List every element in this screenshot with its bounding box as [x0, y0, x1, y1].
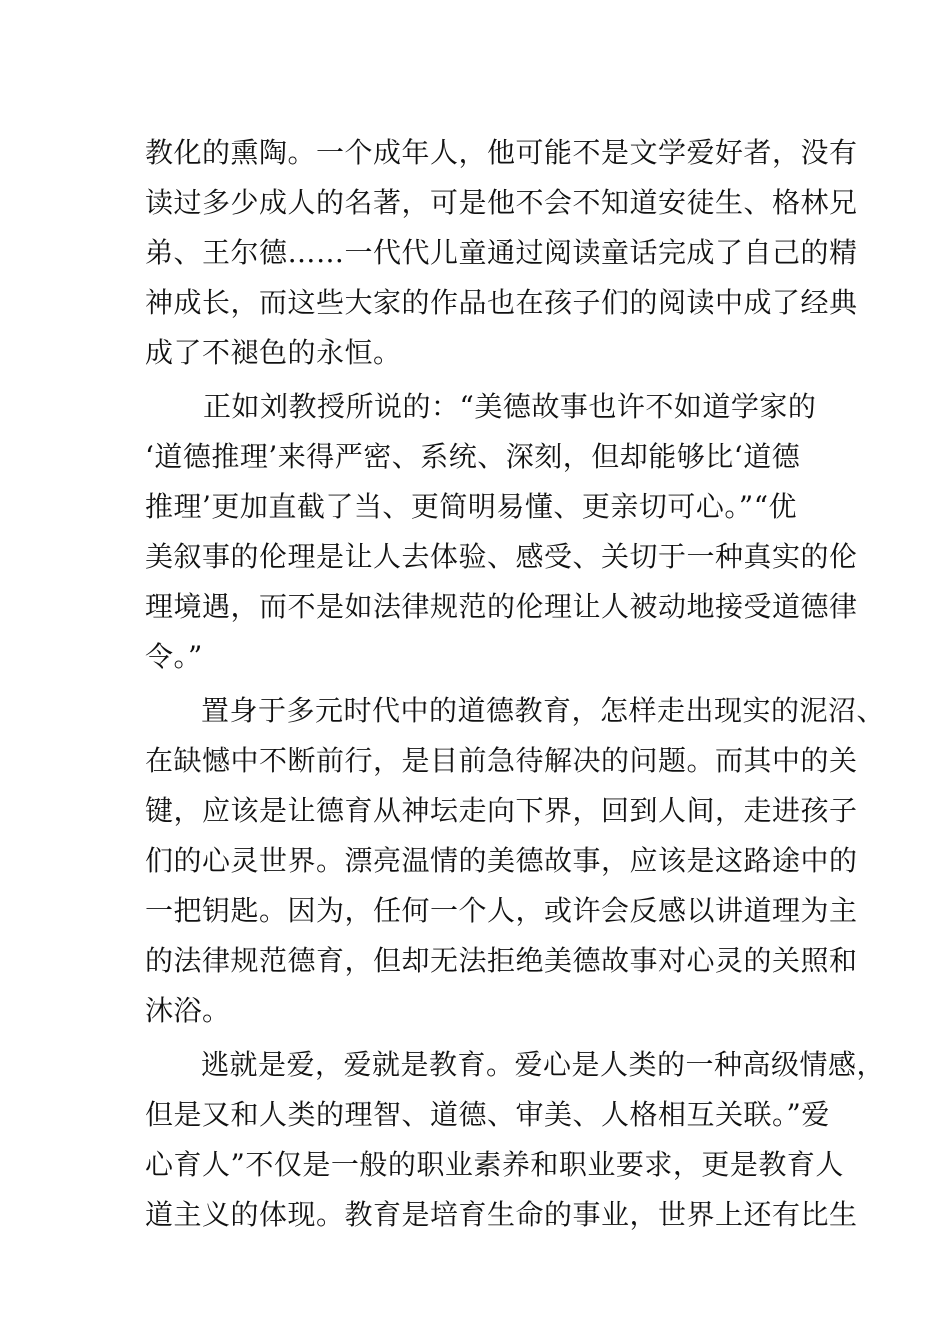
text-line: 神成长，而这些大家的作品也在孩子们的阅读中成了经典: [145, 286, 858, 319]
text-line: 沐浴。: [145, 994, 231, 1027]
text-line: 一把钥匙。因为，任何一个人，或许会反感以讲道理为主: [145, 894, 858, 927]
text-line: 推理’更加直截了当、更简明易懂、更亲切可心。”“优: [145, 490, 798, 523]
text-line: 成了不褪色的永恒。: [145, 336, 402, 369]
text-line: 的法律规范德育，但却无法拒绝美德故事对心灵的关照和: [145, 944, 858, 977]
text-line: 但是又和人类的理智、道德、审美、人格相互关联。”爱: [145, 1098, 830, 1131]
text-line: 置身于多元时代中的道德教育，怎样走出现实的泥沼、: [201, 694, 886, 727]
text-line: ‘道德推理’来得严密、系统、深刻，但却能够比‘道德: [145, 440, 801, 473]
text-line: 正如刘教授所说的：“美德故事也许不如道学家的: [203, 390, 817, 423]
paragraph-1: [145, 128, 858, 378]
paragraph-2: [145, 382, 858, 682]
text-line: 读过多少成人的名著，可是他不会不知道安徒生、格林兄: [145, 186, 858, 219]
text-line: 道主义的体现。教育是培育生命的事业，世界上还有比生: [145, 1198, 858, 1231]
text-line: 令。”: [145, 640, 203, 673]
text-line: 美叙事的伦理是让人去体验、感受、关切于一种真实的伦: [145, 540, 858, 573]
text-line: 弟、王尔德……一代代儿童通过阅读童话完成了自己的精: [145, 236, 858, 269]
paragraph-4: [145, 1040, 886, 1240]
text-line: 教化的熏陶。一个成年人，他可能不是文学爱好者，没有: [145, 136, 858, 169]
text-line: 逃就是爱，爱就是教育。爱心是人类的一种高级情感，: [201, 1048, 886, 1081]
text-line: 键，应该是让德育从神坛走向下界，回到人间，走进孩子: [145, 794, 858, 827]
paragraph-3: [145, 686, 886, 1036]
text-line: 理境遇，而不是如法律规范的伦理让人被动地接受道德律: [145, 590, 858, 623]
text-line: 在缺憾中不断前行，是目前急待解决的问题。而其中的关: [145, 744, 858, 777]
text-line: 们的心灵世界。漂亮温情的美德故事，应该是这路途中的: [145, 844, 858, 877]
text-line: 心育人”不仅是一般的职业素养和职业要求，更是教育人: [145, 1148, 844, 1181]
body-text: [145, 128, 886, 1240]
